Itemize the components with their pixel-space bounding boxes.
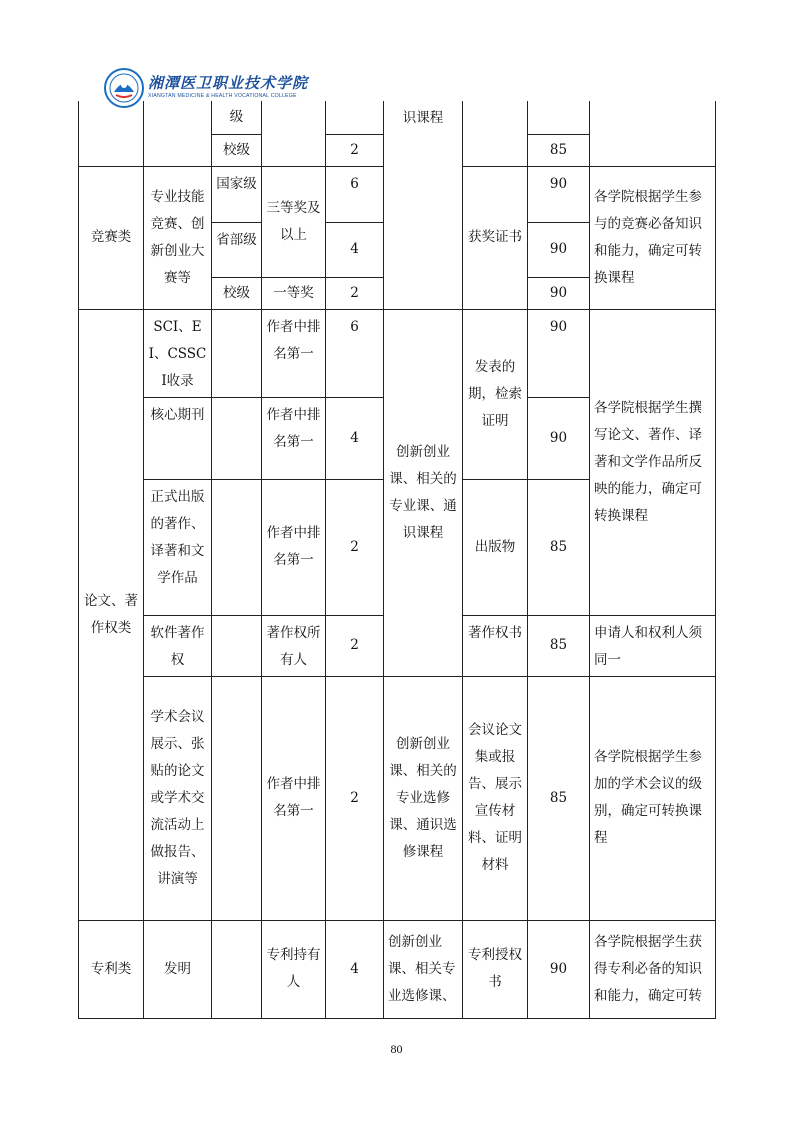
- credit-cell: 2: [326, 277, 384, 309]
- requirement-cell: 著作权所有人: [262, 615, 326, 676]
- table-row: [79, 920, 716, 1018]
- category-cell: 竞赛类: [79, 166, 144, 309]
- award-cell: 一等奖: [262, 277, 326, 309]
- table-row: [79, 101, 716, 134]
- note-cell: 各学院根据学生参加的学术会议的级别，确定可转换课程: [590, 676, 716, 920]
- score-cell: 90: [528, 222, 590, 277]
- score-cell: 90: [528, 920, 590, 1018]
- credit-cell: 6: [326, 309, 384, 397]
- course-cell: 创新创业课、相关专业选修课、: [384, 920, 463, 1018]
- course-cell: 创新创业课、相关的专业选修课、通识选修课程: [384, 676, 463, 920]
- page-number: 80: [390, 1042, 403, 1056]
- item-cell: 学术会议展示、张贴的论文或学术交流活动上做报告、讲演等: [144, 676, 212, 920]
- credit-cell: 6: [326, 166, 384, 222]
- item-cell: 正式出版的著作、译著和文学作品: [144, 479, 212, 615]
- credit-conversion-table: [78, 101, 716, 1019]
- level-cell: 校级: [212, 277, 262, 309]
- requirement-cell: 作者中排名第一: [262, 676, 326, 920]
- school-name-en: XIANGTAN MEDICINE & HEALTH VOCATIONAL COLLEGE: [148, 93, 297, 99]
- score-cell: 85: [528, 479, 590, 615]
- score-cell: 90: [528, 309, 590, 397]
- requirement-cell: 作者中排名第一: [262, 309, 326, 397]
- score-cell: 90: [528, 277, 590, 309]
- table-row: [79, 676, 716, 920]
- score-cell: 90: [528, 397, 590, 479]
- credit-cell: 4: [326, 920, 384, 1018]
- item-cell: 核心期刊: [144, 397, 212, 479]
- credit-cell: 2: [326, 676, 384, 920]
- course-cell: 识课程: [384, 101, 463, 309]
- category-cell: 专利类: [79, 920, 144, 1018]
- award-cell: 三等奖及以上: [262, 166, 326, 277]
- score-cell: 85: [528, 676, 590, 920]
- score-cell: 85: [528, 134, 590, 166]
- level-cell: 校级: [212, 134, 262, 166]
- item-cell: 专业技能竞赛、创新创业大赛等: [144, 166, 212, 309]
- category-cell: 论文、著作权类: [79, 309, 144, 920]
- material-cell: 著作权书: [463, 615, 528, 676]
- item-cell: 软件著作权: [144, 615, 212, 676]
- note-cell: 各学院根据学生获得专利必备的知识和能力，确定可转: [590, 920, 716, 1018]
- material-cell: 发表的期，检索证明: [463, 309, 528, 479]
- material-cell: 获奖证书: [463, 166, 528, 309]
- item-cell: 发明: [144, 920, 212, 1018]
- credit-cell: 4: [326, 397, 384, 479]
- material-cell: 专利授权书: [463, 920, 528, 1018]
- credit-cell: 2: [326, 615, 384, 676]
- note-cell: 各学院根据学生撰写论文、著作、译著和文学作品所反映的能力，确定可转换课程: [590, 309, 716, 615]
- requirement-cell: 专利持有人: [262, 920, 326, 1018]
- material-cell: 出版物: [463, 479, 528, 615]
- credit-cell: 4: [326, 222, 384, 277]
- score-cell: 90: [528, 166, 590, 222]
- credit-cell: 2: [326, 479, 384, 615]
- level-cell: 国家级: [212, 166, 262, 222]
- course-cell: 创新创业课、相关的专业课、通识课程: [384, 309, 463, 676]
- school-name: 湘潭医卫职业技术学院: [148, 74, 309, 92]
- material-cell: 会议论文集或报告、展示宣传材料、证明材料: [463, 676, 528, 920]
- credit-cell: 2: [326, 134, 384, 166]
- requirement-cell: 作者中排名第一: [262, 397, 326, 479]
- score-cell: 85: [528, 615, 590, 676]
- item-cell: SCI、EI、CSSCI收录: [144, 309, 212, 397]
- requirement-cell: 作者中排名第一: [262, 479, 326, 615]
- table-row: [79, 309, 716, 397]
- level-cell: 级: [212, 101, 262, 134]
- note-cell: 申请人和权利人须同一: [590, 615, 716, 676]
- note-cell: 各学院根据学生参与的竞赛必备知识和能力，确定可转换课程: [590, 166, 716, 309]
- level-cell: 省部级: [212, 222, 262, 277]
